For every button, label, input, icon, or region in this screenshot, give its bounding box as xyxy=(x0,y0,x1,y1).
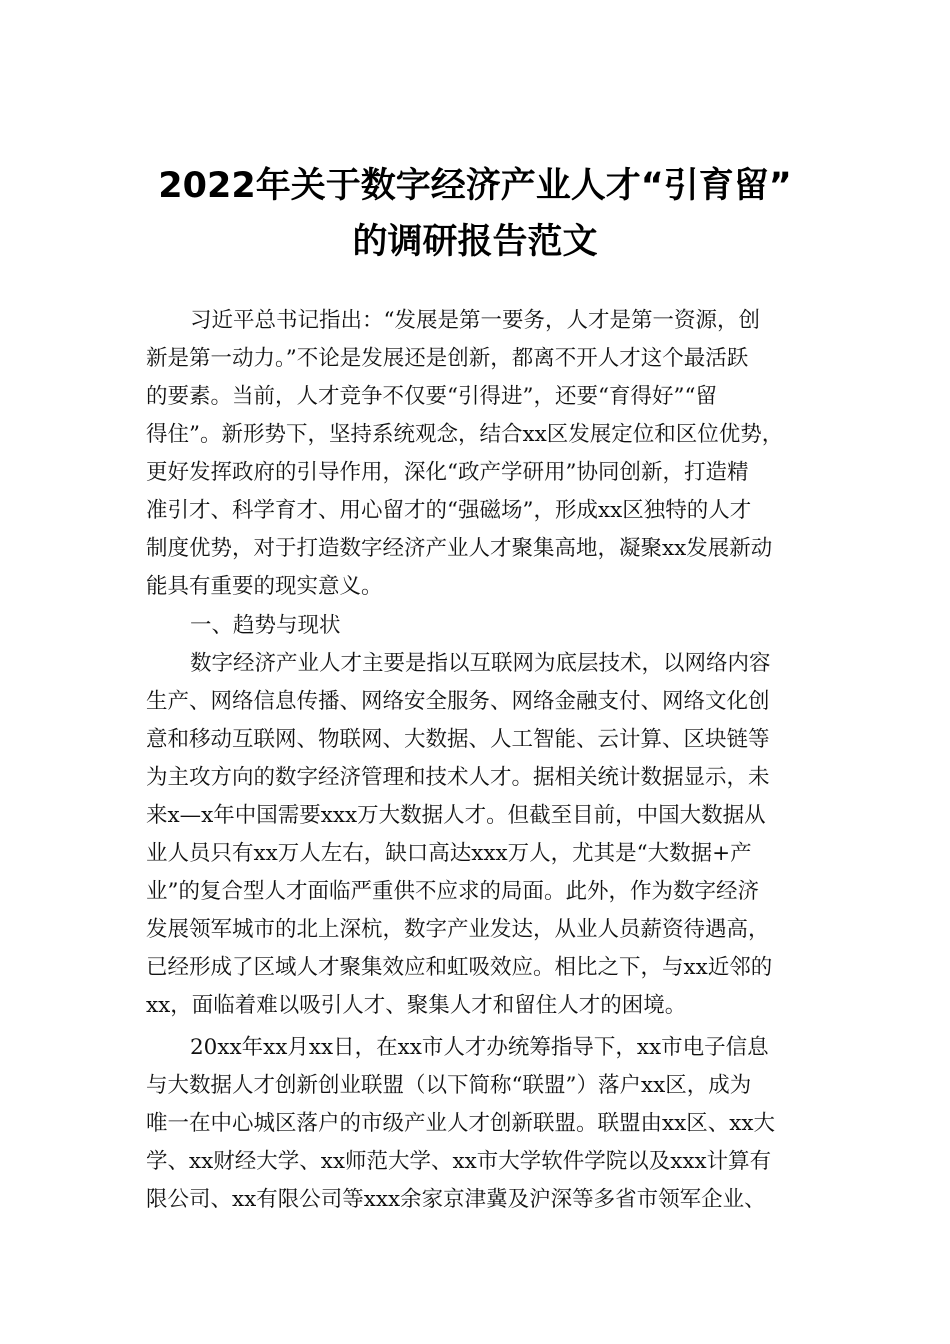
paragraph-line: 限公司、xx有限公司等xxx余家京津冀及沪深等多省市领军企业、 xyxy=(146,1187,766,1212)
document-title-line-2: 的调研报告范文 xyxy=(352,222,598,262)
paragraph-line: 为主攻方向的数字经济管理和技术人才。据相关统计数据显示，未 xyxy=(146,765,770,790)
paragraph-line: 学、xx财经大学、xx师范大学、xx市大学软件学院以及xxx计算有 xyxy=(146,1149,772,1174)
paragraph-line: 得住”。新形势下，坚持系统观念，结合xx区发展定位和区位优势， xyxy=(146,422,784,447)
paragraph-line: 准引才、科学育才、用心留才的“强磁场”，形成xx区独特的人才 xyxy=(146,498,752,523)
paragraph-line: 业”的复合型人才面临严重供不应求的局面。此外，作为数字经济 xyxy=(146,879,759,904)
paragraph-line: 发展领军城市的北上深杭，数字产业发达，从业人员薪资待遇高， xyxy=(146,917,770,942)
paragraph-line: xx，面临着难以吸引人才、聚集人才和留住人才的困境。 xyxy=(146,993,687,1018)
paragraph-line: 的要素。当前，人才竞争不仅要“引得进”，还要“育得好”“留 xyxy=(146,384,717,409)
paragraph-line: 意和移动互联网、物联网、大数据、人工智能、云计算、区块链等 xyxy=(146,727,770,752)
paragraph-line: 能具有重要的现实意义。 xyxy=(146,574,383,599)
paragraph-line: 更好发挥政府的引导作用，深化“政产学研用”协同创新，打造精 xyxy=(146,460,749,485)
section-heading: 一、趋势与现状 xyxy=(190,613,341,638)
paragraph-line: 数字经济产业人才主要是指以互联网为底层技术，以网络内容 xyxy=(190,651,771,676)
paragraph-line: 唯一在中心城区落户的市级产业人才创新联盟。联盟由xx区、xx大 xyxy=(146,1111,776,1136)
paragraph-line: 来x—x年中国需要xxx万大数据人才。但截至目前，中国大数据从 xyxy=(146,803,766,828)
paragraph-line: 制度优势，对于打造数字经济产业人才聚集高地，凝聚xx发展新动 xyxy=(146,536,773,561)
paragraph-line: 习近平总书记指出：“发展是第一要务，人才是第一资源，创 xyxy=(190,308,760,333)
paragraph-line: 业人员只有xx万人左右，缺口高达xxx万人，尤其是“大数据+产 xyxy=(146,841,752,866)
paragraph-line: 生产、网络信息传播、网络安全服务、网络金融支付、网络文化创 xyxy=(146,689,770,714)
paragraph-line: 20xx年xx月xx日，在xx市人才办统筹指导下，xx市电子信息 xyxy=(190,1035,769,1060)
paragraph-line: 新是第一动力。”不论是发展还是创新，都离不开人才这个最活跃 xyxy=(146,346,749,371)
document-title-line-1: 2022年关于数字经济产业人才“引育留” xyxy=(158,166,792,206)
paragraph-line: 与大数据人才创新创业联盟（以下简称“联盟”）落户xx区，成为 xyxy=(146,1073,752,1098)
paragraph-line: 已经形成了区域人才聚集效应和虹吸效应。相比之下，与xx近邻的 xyxy=(146,955,773,980)
